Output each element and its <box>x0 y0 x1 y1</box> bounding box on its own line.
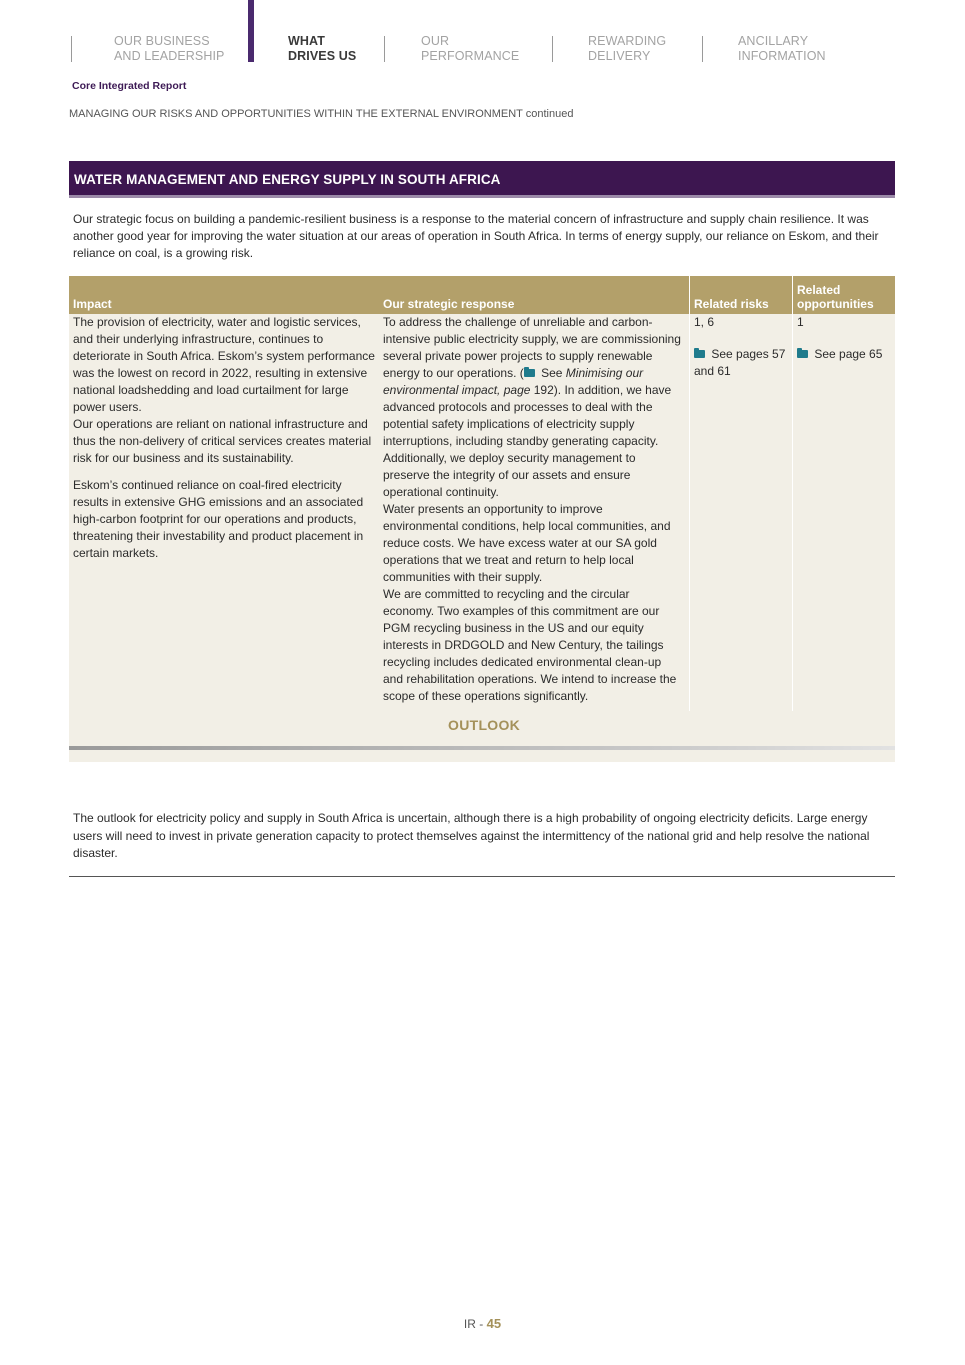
nav-item-line: OUR <box>421 34 450 48</box>
nav-separator <box>552 36 553 62</box>
nav-item-line: AND LEADERSHIP <box>114 49 225 63</box>
header-impact: Impact <box>73 297 112 311</box>
response-paragraph: We are committed to recycling and the circular economy. Two examples of this commitment are our PGM recycling business in the US and our equity interests in DRDGOLD and New Century, the tailings recycling includes dedicated environmental clean-up and rehabilitation operations. We intend to increase the scope of these operations significantly. <box>383 587 677 703</box>
risks-cell <box>689 314 792 711</box>
impact-paragraph: The provision of electricity, water and logistic services, and their underlying infrastructure, continues to deteriorate in South Africa. Eskom’s system performance was the lowest on record in 2022, resulting in extensive national loadshedding and load curtailment for large power users. <box>73 315 375 414</box>
nav-item-line: WHAT <box>288 34 325 48</box>
page-prefix: IR - <box>463 1317 487 1331</box>
opportunity-ref-text: See page 65 <box>814 347 883 361</box>
nav-item-line: PERFORMANCE <box>421 49 520 63</box>
nav-item-line: DRIVES US <box>288 49 357 63</box>
impact-paragraph: Our operations are reliant on national infrastructure and thus the non-delivery of critical services creates material risk for our business and its sustainability. <box>73 417 372 465</box>
nav-item-line: DELIVERY <box>588 49 651 63</box>
section-bottom-rule <box>69 876 895 877</box>
table-header-row <box>69 276 895 314</box>
nav-active-indicator <box>248 0 254 62</box>
outlook-strip <box>69 750 895 762</box>
header-strategic-response: Our strategic response <box>383 297 515 311</box>
impact-paragraph: Eskom’s continued reliance on coal-fired electricity results in extensive GHG emissions and an associated high-carbon footprint for our operations and products, threatening their investability and product placement in certain markets. <box>73 478 364 560</box>
risk-ref-text: See pages 57 and 61 <box>694 347 786 378</box>
nav-item-line: INFORMATION <box>738 49 826 63</box>
core-report-label: Core Integrated Report <box>72 80 187 92</box>
response-ref-open: ( <box>519 366 524 380</box>
nav-separator <box>71 36 72 62</box>
nav-item-our-business[interactable] <box>114 34 224 64</box>
running-head: MANAGING OUR RISKS AND OPPORTUNITIES WITHIN THE EXTERNAL ENVIRONMENT continued <box>69 108 574 120</box>
section-banner <box>69 161 895 198</box>
nav-separator <box>384 36 385 62</box>
nav-item-rewarding-delivery[interactable] <box>588 34 666 64</box>
folder-icon <box>797 350 808 358</box>
table-row <box>69 314 895 711</box>
response-cell <box>379 314 689 711</box>
nav-item-line: ANCILLARY <box>738 34 809 48</box>
outlook-title: OUTLOOK <box>448 717 521 733</box>
top-navigation <box>0 0 965 70</box>
risk-table <box>69 276 895 762</box>
nav-item-what-drives-us[interactable] <box>288 34 356 64</box>
page-number <box>0 1316 965 1331</box>
response-paragraph: Water presents an opportunity to improve environmental conditions, help local communities, and reduce costs. We have excess water at our SA gold operations that we treat and return to help local communities with their supply. <box>383 502 671 584</box>
folder-icon <box>524 369 535 377</box>
response-ref-link[interactable]: Minimising our environmental impact, page <box>383 366 644 397</box>
risk-ref[interactable] <box>694 346 788 380</box>
outlook-text: The outlook for electricity policy and supply in South Africa is uncertain, although there is a high probability of ongoing electricity deficits. Large energy users will need to invest in private generation capacity to protect themselves against the intermittency of the national grid and help resolve the national disaster. <box>73 811 870 860</box>
response-ref-see: See <box>537 366 566 380</box>
header-related-opportunities: Related opportunities <box>792 276 895 314</box>
opportunity-ref[interactable] <box>797 346 891 363</box>
nav-item-line: REWARDING <box>588 34 667 48</box>
folder-icon <box>694 350 705 358</box>
header-related-risks: Related risks <box>689 276 792 314</box>
nav-item-line: OUR BUSINESS <box>114 34 210 48</box>
response-text: To address the challenge of unreliable and carbon-intensive public electricity supply, we are commissioning several private power projects to supply renewable energy to our operations. <box>383 315 681 380</box>
risk-ids: 1, 6 <box>694 315 715 329</box>
opportunity-ids: 1 <box>797 315 804 329</box>
section-title: WATER MANAGEMENT AND ENERGY SUPPLY IN SOUTH AFRICA <box>74 172 501 187</box>
outlook-header <box>69 711 895 746</box>
response-ref-page: 192). <box>530 383 562 397</box>
nav-item-our-performance[interactable] <box>421 34 519 64</box>
impact-cell <box>69 314 379 711</box>
opportunities-cell <box>792 314 895 711</box>
section-intro: Our strategic focus on building a pandemic-resilient business is a response to the material concern of infrastructure and supply chain resilience. It was another good year for improving the water situation at our areas of operation in South Africa. In terms of energy supply, our reliance on Eskom, and their reliance on coal, is a growing risk. <box>73 212 879 260</box>
nav-item-ancillary-information[interactable] <box>738 34 826 64</box>
response-text: In addition, we have advanced protocols and processes to deal with the potential safety implications of electricity supply interruptions, including standby generating capacity. Additionally, we deploy security management to preserve the integrity of our assets and ensure operational continuity. <box>383 383 672 499</box>
response-paragraph <box>383 314 681 501</box>
nav-separator <box>702 36 703 62</box>
page-number-value: 45 <box>486 1316 502 1331</box>
